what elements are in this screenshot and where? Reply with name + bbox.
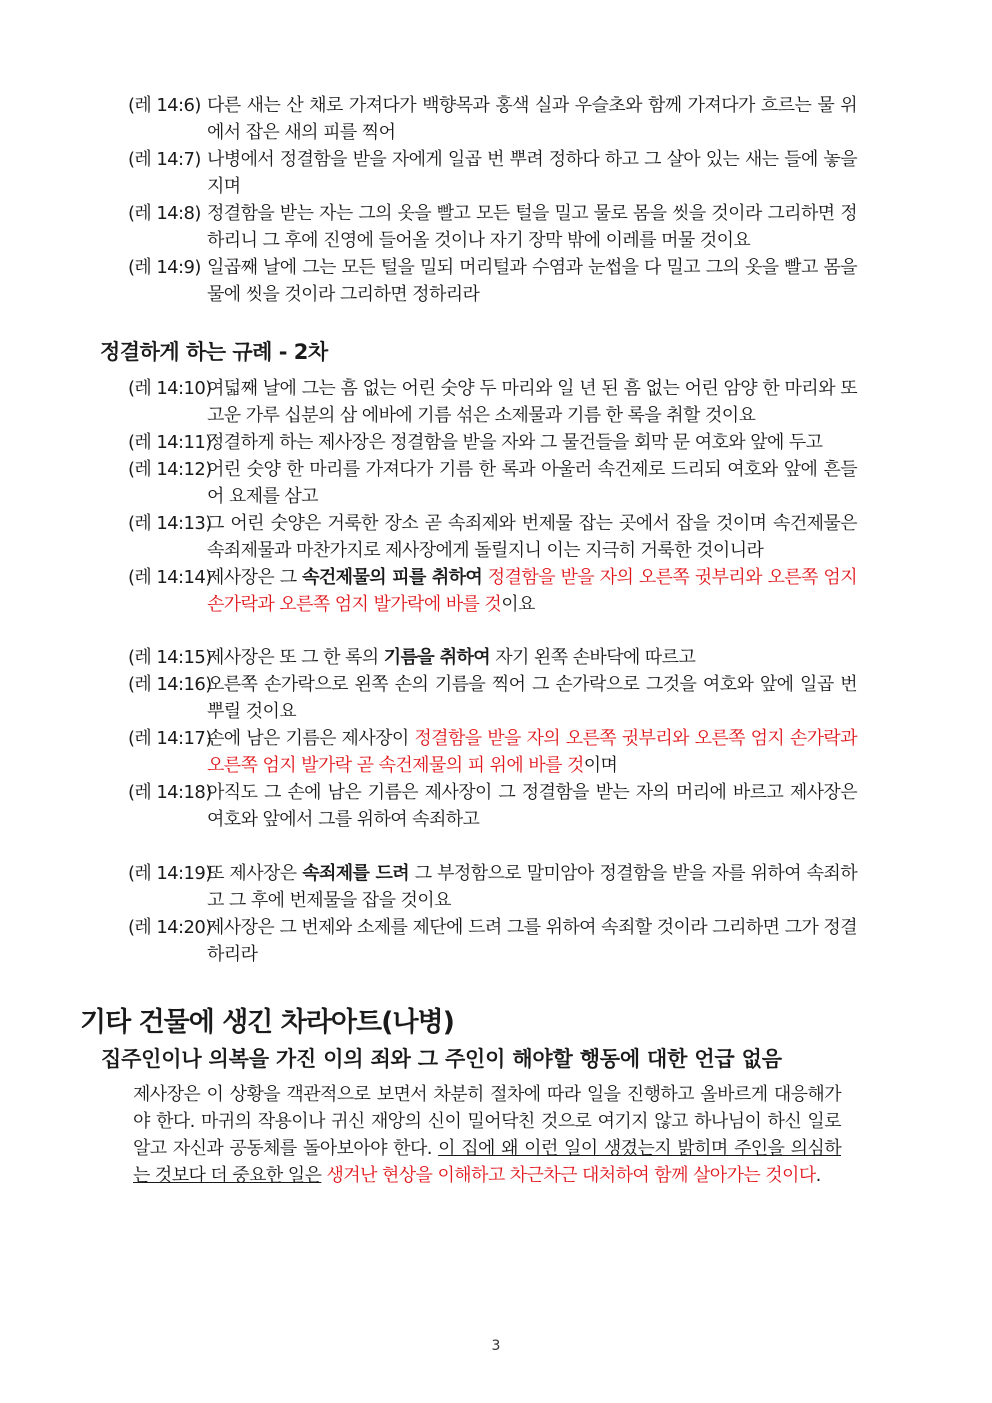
subheading-no-mention: 집주인이나 의복을 가진 이의 죄와 그 주인이 해야할 행동에 대한 언급 없음 xyxy=(101,1047,782,1071)
verse xyxy=(0,564,857,618)
heading-building-tzaraath: 기타 건물에 생긴 차라아트(나병) xyxy=(80,1007,454,1038)
bold-text: 속건제물의 피를 취하여 xyxy=(302,567,483,588)
verse-text xyxy=(207,644,857,671)
verse-text xyxy=(207,429,857,456)
verse-list-section-1 xyxy=(0,92,992,308)
text-run: 정결함을 받는 자는 그의 옷을 빨고 모든 털을 밀고 물로 몸을 씻을 것이라 그리하면 정하리니 그 후에 진영에 들어올 것이나 자기 장막 밖에 이레를 머물 것이요 xyxy=(207,203,857,251)
verse-reference: (레 14:13) xyxy=(128,513,212,534)
verse-reference: (레 14:20) xyxy=(128,917,212,938)
verse xyxy=(0,671,857,725)
text-run: 그 부정함으로 말미암아 정결함을 받을 자를 위하여 속죄하고 그 후에 번제물을 잡을 것이요 xyxy=(207,863,857,911)
verse-text xyxy=(207,860,857,914)
verse xyxy=(0,725,857,779)
verse-text xyxy=(207,671,857,725)
verse-reference: (레 14:10) xyxy=(128,378,212,399)
text-run: 나병에서 정결함을 받을 자에게 일곱 번 뿌려 정하다 하고 그 살아 있는 새는 들에 놓을지며 xyxy=(207,149,857,197)
verse xyxy=(0,914,857,968)
verse-reference: (레 14:14) xyxy=(128,567,212,588)
verse-list-section-4 xyxy=(0,860,992,968)
underlined-text: 이 집에 왜 이런 일이 생겼는지 밝히며 주인을 의심하는 것보다 더 중요한 일은 xyxy=(133,1138,841,1186)
verse-reference: (레 14:12) xyxy=(128,459,212,480)
text-run: 오른쪽 손가락으로 왼쪽 손의 기름을 찍어 그 손가락으로 그것을 여호와 앞에 일곱 번 뿌릴 것이요 xyxy=(207,674,857,722)
verse-reference: (레 14:8) xyxy=(128,203,201,224)
text-run: 아직도 그 손에 남은 기름은 제사장이 그 정결함을 받는 자의 머리에 바르고 제사장은 여호와 앞에서 그를 위하여 속죄하고 xyxy=(207,782,857,830)
verse-text xyxy=(207,200,857,254)
verse xyxy=(0,510,857,564)
verse-reference: (레 14:6) xyxy=(128,95,201,116)
text-run: 이며 xyxy=(583,755,618,776)
highlight-text: 정결함을 받을 자의 오른쪽 귓부리와 오른쪽 엄지 손가락과 오른쪽 엄지 발가락 곧 속건제물의 피 위에 바를 것 xyxy=(207,728,858,776)
verse-text xyxy=(207,375,857,429)
text-run: 제사장은 그 번제와 소제를 제단에 드려 그를 위하여 속죄할 것이라 그리하면 그가 정결하리라 xyxy=(207,917,857,965)
verse-reference: (레 14:16) xyxy=(128,674,212,695)
verse-reference: (레 14:18) xyxy=(128,782,212,803)
verse-reference: (레 14:19) xyxy=(128,863,212,884)
text-run: 또 제사장은 xyxy=(207,863,303,884)
text-run: 제사장은 이 상황을 객관적으로 보면서 차분히 절차에 따라 일을 진행하고 올바르게 대응해가야 한다. 마귀의 작용이나 귀신 재앙의 신이 밀어닥친 것으로 여기지 않고 하나님이 하신 일로 알고 자신과 공동체를 돌아보아야 한다. xyxy=(133,1084,841,1159)
verse-reference: (레 14:17) xyxy=(128,728,212,749)
heading-cleansing-rule-2: 정결하게 하는 규례 - 2차 xyxy=(100,340,328,364)
verse xyxy=(0,254,857,308)
verse-text xyxy=(207,146,857,200)
verse-text xyxy=(207,92,857,146)
highlight-text: 생겨난 현상을 이해하고 차근차근 대처하여 함께 살아가는 것이다 xyxy=(326,1165,816,1186)
verse-list-section-2 xyxy=(0,375,992,618)
verse-list-section-3 xyxy=(0,644,992,833)
verse-text xyxy=(207,725,857,779)
page-number: 3 xyxy=(491,1338,501,1354)
verse-reference: (레 14:15) xyxy=(128,647,212,668)
verse xyxy=(0,456,857,510)
verse xyxy=(0,429,857,456)
verse-text xyxy=(207,254,857,308)
text-run: 이요 xyxy=(501,594,535,615)
text-run: 여덟째 날에 그는 흠 없는 어린 숫양 두 마리와 일 년 된 흠 없는 어린 암양 한 마리와 또 고운 가루 십분의 삼 에바에 기름 섞은 소제물과 기름 한 록을 취할 것이요 xyxy=(207,378,857,426)
verse xyxy=(0,375,857,429)
verse-text xyxy=(207,779,857,833)
verse-reference: (레 14:11) xyxy=(128,432,212,453)
bold-text: 기름을 취하여 xyxy=(383,647,491,668)
verse-text xyxy=(207,564,857,618)
bold-text: 속죄제를 드려 xyxy=(302,863,410,884)
verse-reference: (레 14:7) xyxy=(128,149,201,170)
text-run: 정결하게 하는 제사장은 정결함을 받을 자와 그 물건들을 회막 문 여호와 앞에 두고 xyxy=(207,432,823,453)
verse xyxy=(0,860,857,914)
verse xyxy=(0,92,857,146)
text-run: 그 어린 숫양은 거룩한 장소 곧 속죄제와 번제물 잡는 곳에서 잡을 것이며 속건제물은 속죄제물과 마찬가지로 제사장에게 돌릴지니 이는 지극히 거룩한 것이니라 xyxy=(207,513,857,561)
verse-text xyxy=(207,914,857,968)
text-run: 제사장은 그 xyxy=(207,567,303,588)
verse-text xyxy=(207,456,857,510)
text-run: 자기 왼쪽 손바닥에 따르고 xyxy=(490,647,696,668)
verse xyxy=(0,146,857,200)
verse-reference: (레 14:9) xyxy=(128,257,201,278)
text-run: . xyxy=(815,1165,821,1186)
verse xyxy=(0,200,857,254)
text-run: 어린 숫양 한 마리를 가져다가 기름 한 록과 아울러 속건제로 드리되 여호와 앞에 흔들어 요제를 삼고 xyxy=(207,459,857,507)
explanation-paragraph xyxy=(133,1081,841,1189)
verse xyxy=(0,779,857,833)
verse xyxy=(0,644,857,671)
text-run: 제사장은 또 그 한 록의 xyxy=(207,647,384,668)
text-run: 다른 새는 산 채로 가져다가 백향목과 홍색 실과 우슬초와 함께 가져다가 흐르는 물 위에서 잡은 새의 피를 찍어 xyxy=(207,95,857,143)
text-run: 일곱째 날에 그는 모든 털을 밀되 머리털과 수염과 눈썹을 다 밀고 그의 옷을 빨고 몸을 물에 씻을 것이라 그리하면 정하리라 xyxy=(207,257,857,305)
verse-text xyxy=(207,510,857,564)
text-run: 손에 남은 기름은 제사장이 xyxy=(207,728,415,749)
highlight-text: 정결함을 받을 자의 오른쪽 귓부리와 오른쪽 엄지 손가락과 오른쪽 엄지 발가락에 바를 것 xyxy=(207,567,857,615)
